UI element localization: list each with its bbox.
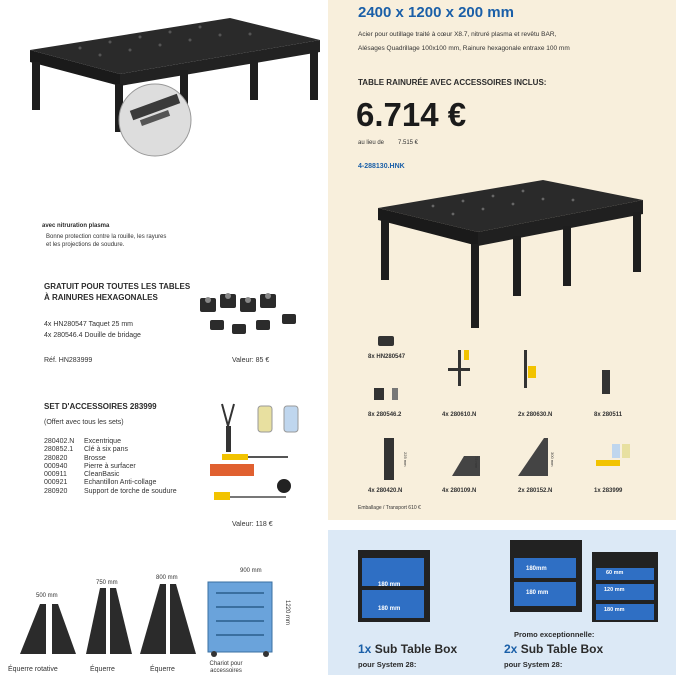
product-panel — [328, 0, 676, 520]
welding-table-image — [20, 10, 320, 170]
acc-6: 4x 280420.N — [368, 488, 403, 494]
box2-sub: pour System 28: — [504, 660, 563, 669]
acc-1: 8x HN280547 — [368, 354, 406, 360]
desc-2: Alésages Quadrillage 100x100 mm, Rainure hexagonale entraxe 100 mm — [358, 45, 570, 52]
list-item: 000940 Pierre à surfacer — [44, 462, 136, 470]
table-label: TABLE RAINURÉE AVEC ACCESSOIRES INCLUS: — [358, 78, 547, 87]
list-item: 000911 CleanBasic — [44, 471, 120, 479]
acc-7: 4x 280109.N — [442, 488, 477, 494]
bar-label-75: 75 mm — [474, 456, 479, 469]
list-item: 280920 Support de torche de soudure — [44, 487, 177, 495]
free-item-2: 4x 280546.4 Douille de bridage — [44, 332, 141, 339]
list-item: 280852.1 Clé à six pans — [44, 446, 128, 454]
size-title: 2400 x 1200 x 200 mm — [358, 4, 514, 21]
clamps-image — [190, 290, 310, 345]
box3-drawer-1: 60 mm — [606, 570, 624, 576]
acc-2: 8x 280546.2 — [368, 412, 402, 418]
free-ref: Réf. HN283999 — [44, 357, 93, 364]
box2-title: 2x Sub Table Box — [504, 642, 604, 656]
caption-chariot: Chariot pour accessoires — [209, 661, 243, 674]
sub-table-box-panel — [328, 530, 676, 675]
acc-3: 4x 280610.N — [442, 412, 477, 418]
dim-800: 800 mm — [156, 575, 178, 581]
sub-table-box-2-image — [506, 538, 586, 614]
dim-900: 900 mm — [240, 568, 262, 574]
old-price-label: au lieu de — [358, 140, 385, 146]
shipping-note: Emballage / Transport 610 € — [358, 505, 421, 511]
accessory-set-image — [200, 396, 320, 516]
box3-drawer-2: 120 mm — [604, 587, 625, 593]
bar-label-300: 300 mm — [550, 452, 555, 467]
squares-image — [10, 580, 330, 658]
box2-drawer-1: 180mm — [526, 566, 547, 572]
sub-table-box-3-image — [590, 548, 662, 626]
box1-drawer-2: 180 mm — [378, 606, 401, 612]
list-item: 280402.N Excentrique — [44, 438, 121, 445]
promo-label: Promo exceptionnelle: — [514, 630, 595, 639]
list-item: 000921 Echantillon Anti-collage — [44, 479, 157, 487]
acc-5: 8x 280511 — [594, 412, 623, 418]
set-subtitle: (Offert avec tous les sets) — [44, 419, 124, 426]
free-title-2: À RAINURES HEXAGONALES — [44, 293, 158, 302]
acc-8: 2x 280152.N — [518, 488, 553, 494]
box1-sub: pour System 28: — [358, 660, 417, 669]
set-title: SET D'ACCESSOIRES 283999 — [44, 402, 157, 411]
caption-rotative: Équerre rotative — [8, 666, 58, 673]
desc-1: Acier pour outillage traité à cœur X8.7, nitruré plasma et revêtu BAR, — [358, 31, 557, 38]
caption-equerre-2: Équerre — [150, 666, 175, 673]
product-table-image — [373, 180, 643, 330]
box1-title: 1x Sub Table Box — [358, 642, 458, 656]
dim-750: 750 mm — [96, 580, 118, 586]
set-items-list — [44, 438, 177, 496]
free-item-1: 4x HN280547 Taquet 25 mm — [44, 321, 133, 328]
left-column — [0, 0, 328, 675]
box3-drawer-3: 180 mm — [604, 607, 625, 613]
acc-4: 2x 280630.N — [518, 412, 553, 418]
plasma-title: avec nitruration plasma — [42, 223, 110, 229]
article-number: 4-288130.HNK — [358, 163, 405, 170]
free-value: Valeur: 85 € — [232, 357, 270, 364]
dim-1220: 1220 mm — [284, 600, 290, 626]
box1-drawer-1: 180 mm — [378, 582, 401, 588]
bar-label-225: 225 mm — [403, 452, 408, 467]
acc-9: 1x 283999 — [594, 488, 623, 494]
caption-equerre-1: Équerre — [90, 666, 115, 673]
plasma-text-1: Bonne protection contre la rouille, les rayures — [46, 234, 167, 240]
plasma-text-2: et les projections de soudure. — [46, 242, 125, 248]
old-price: 7.515 € — [398, 140, 419, 146]
set-value: Valeur: 118 € — [232, 521, 273, 528]
free-title-1: GRATUIT POUR TOUTES LES TABLES — [44, 282, 191, 291]
box2-drawer-2: 180 mm — [526, 590, 549, 596]
price: 6.714 € — [356, 96, 467, 133]
list-item: 280820 Brosse — [44, 454, 106, 462]
dim-500: 500 mm — [36, 593, 58, 599]
